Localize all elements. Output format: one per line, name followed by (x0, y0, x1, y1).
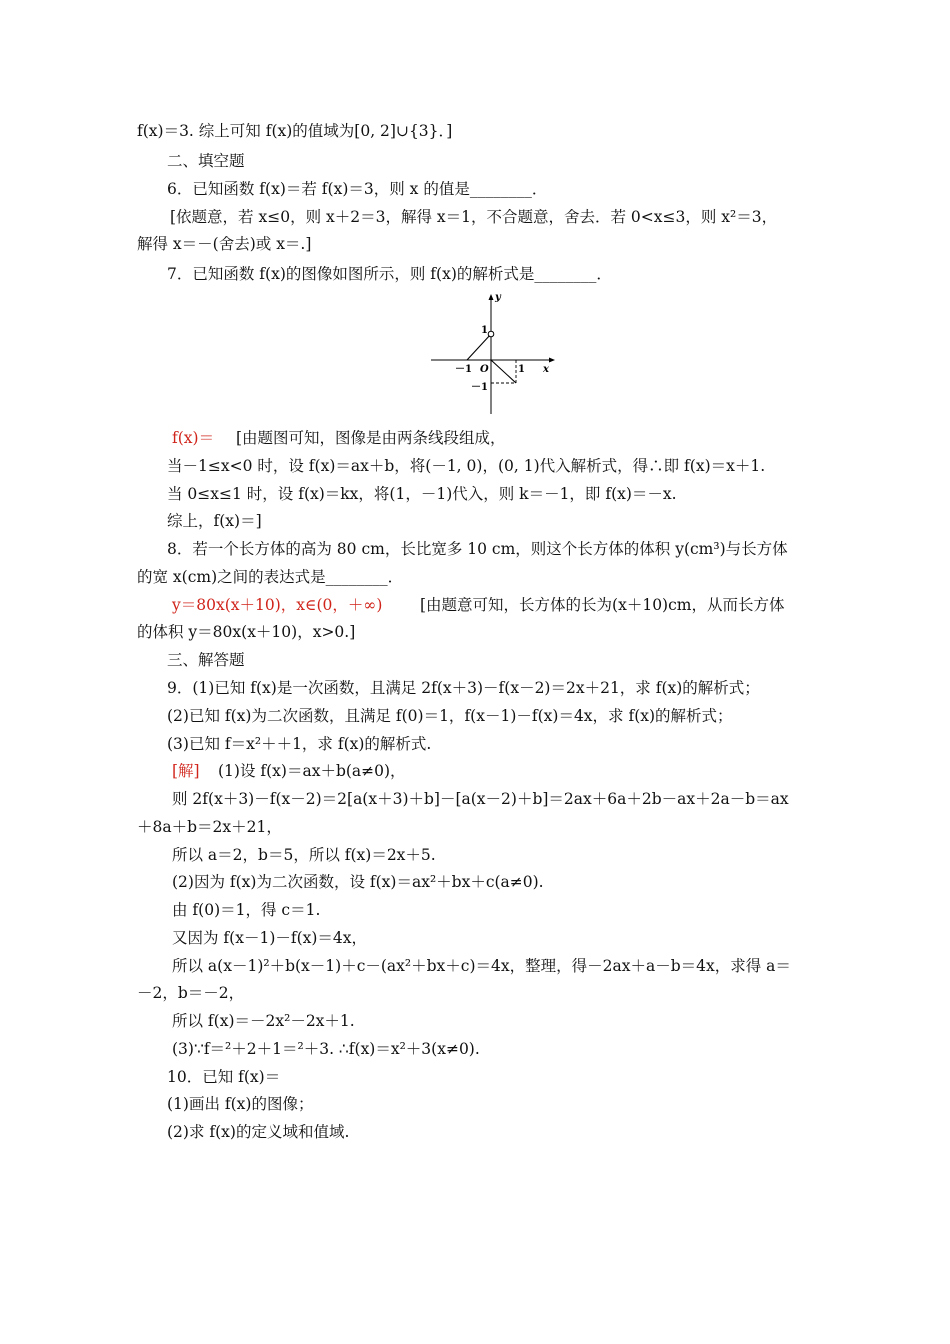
segment-left (467, 334, 491, 360)
solution-9-2-result: 所以 f(x)＝－2x²－2x＋1. (172, 1012, 355, 1030)
answer-8-explanation-2: 的体积 y＝80x(x＋10)，x>0.] (137, 623, 356, 641)
answer-6-line-1: [依题意，若 x≤0，则 x＋2＝3，解得 x＝1，不合题意，舍去．若 0<x≤3，则 x²＝3， (170, 208, 778, 226)
question-6: 6．已知函数 f(x)＝若 f(x)＝3，则 x 的值是________． (167, 180, 548, 198)
section-heading-fill-blank: 二、填空题 (167, 152, 245, 170)
tick-label-y-1: 1 (481, 325, 488, 336)
solution-9-2-line-5: －2，b＝－2， (137, 984, 245, 1002)
answer-8-expression: y＝80x(x＋10)，x∈(0，＋∞) (172, 596, 383, 614)
y-axis-label: y (495, 292, 501, 303)
solution-9-1-line-3: ＋8a＋b＝2x＋21， (137, 818, 282, 836)
segment-right (491, 360, 516, 383)
tick-label-x-1: 1 (518, 364, 525, 375)
answer-7-summary: 综上，f(x)＝] (167, 512, 262, 530)
question-8-line-1: 8．若一个长方体的高为 80 cm，长比宽多 10 cm，则这个长方体的体积 y(cm³)与长方体 (167, 540, 788, 558)
solution-label: [解] (172, 762, 200, 780)
solution-9-1-line-2: 则 2f(x＋3)－f(x－2)＝2[a(x＋3)＋b]－[a(x－2)＋b]＝2ax＋6a＋2b－ax＋2a－b＝ax (172, 790, 789, 808)
answer-7-explanation-2: 当－1≤x<0 时，设 f(x)＝ax＋b，将(－1, 0)，(0, 1)代入解析式，得∴即 f(x)＝x＋1. (167, 457, 766, 475)
question-9-part-2: (2)已知 f(x)为二次函数，且满足 f(0)＝1，f(x－1)－f(x)＝4x，求 f(x)的解析式； (167, 707, 733, 725)
solution-9-2-line-1: (2)因为 f(x)为二次函数，设 f(x)＝ax²＋bx＋c(a≠0). (172, 873, 544, 891)
solution-9-2-line-4: 所以 a(x－1)²＋b(x－1)＋c－(ax²＋bx＋c)＝4x，整理，得－2ax＋a－b＝4x，求得 a＝ (172, 957, 791, 975)
x-axis-label: x (543, 364, 549, 375)
solution-9-2-line-2: 由 f(0)＝1，得 c＝1. (172, 901, 321, 919)
solution-9-1-result: 所以 a＝2，b＝5，所以 f(x)＝2x＋5. (172, 846, 436, 864)
tick-label-y-neg1: －1 (471, 382, 488, 393)
answer-6-line-2: 解得 x＝－(舍去)或 x＝.] (137, 235, 312, 253)
section-heading-solve: 三、解答题 (167, 651, 245, 669)
question-9-part-3: (3)已知 f＝x²＋＋1，求 f(x)的解析式. (167, 735, 432, 753)
solution-9-1-line-1: (1)设 f(x)＝ax＋b(a≠0)， (218, 762, 406, 780)
answer-8-explanation-1: [由题意可知，长方体的长为(x＋10)cm，从而长方体 (420, 596, 785, 614)
origin-label: O (480, 364, 489, 375)
line-answer-5-end: f(x)＝3. 综上可知 f(x)的值域为[0, 2]∪{3}．] (137, 122, 453, 140)
question-10-part-1: (1)画出 f(x)的图像； (167, 1095, 314, 1113)
answer-7-explanation-3: 当 0≤x≤1 时，设 f(x)＝kx，将(1，－1)代入，则 k＝－1，即 f(x)＝－x. (167, 485, 677, 503)
function-graph-figure (425, 286, 560, 418)
tick-label-x-neg1: －1 (455, 364, 472, 375)
solution-9-2-line-3: 又因为 f(x－1)－f(x)＝4x， (172, 929, 368, 947)
question-10: 10．已知 f(x)＝ (167, 1068, 281, 1086)
question-8-line-2: 的宽 x(cm)之间的表达式是________． (137, 568, 404, 586)
x-axis-arrow-icon (549, 358, 555, 363)
answer-7-expression: f(x)＝ (172, 429, 215, 447)
solution-9-3: (3)∵f＝²＋2＋1＝²＋3. ∴f(x)＝x²＋3(x≠0). (172, 1040, 480, 1058)
open-point (488, 331, 494, 337)
answer-7-explanation-1: [由题图可知，图像是由两条线段组成， (236, 429, 506, 447)
question-10-part-2: (2)求 f(x)的定义域和值域. (167, 1123, 350, 1141)
question-9-part-1: 9．(1)已知 f(x)是一次函数，且满足 2f(x＋3)－f(x－2)＝2x＋21，求 f(x)的解析式； (167, 679, 760, 697)
question-7: 7．已知函数 f(x)的图像如图所示，则 f(x)的解析式是________． (167, 265, 612, 283)
y-axis-arrow-icon (489, 294, 494, 300)
